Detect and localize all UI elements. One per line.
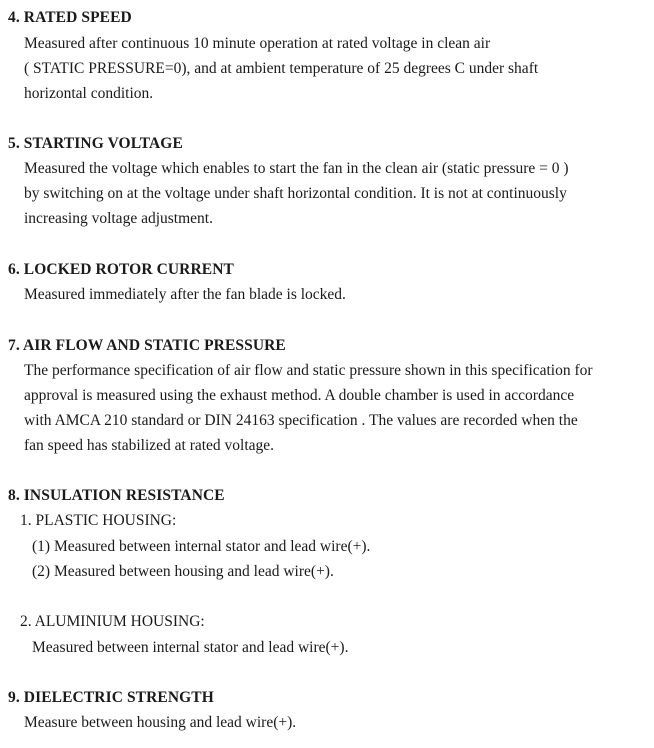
section-text-line: with AMCA 210 standard or DIN 24163 specification . The values are recorded when the bbox=[24, 412, 578, 429]
section-text-line: by switching on at the voltage under shaft horizontal condition. It is not at continuously bbox=[24, 185, 567, 202]
subsection-title-plastic-housing: 1. PLASTIC HOUSING: bbox=[20, 512, 177, 529]
section-text-line: Measured immediately after the fan blade is locked. bbox=[24, 286, 346, 303]
section-heading-starting-voltage: 5. STARTING VOLTAGE bbox=[8, 135, 183, 152]
section-heading-insulation-resistance: 8. INSULATION RESISTANCE bbox=[8, 487, 225, 504]
subsection-item: (2) Measured between housing and lead wire(+). bbox=[32, 563, 334, 580]
section-heading-rated-speed: 4. RATED SPEED bbox=[8, 9, 132, 26]
section-text-line: ( STATIC PRESSURE=0), and at ambient temperature of 25 degrees C under shaft bbox=[24, 60, 539, 77]
section-heading-dielectric-strength: 9. DIELECTRIC STRENGTH bbox=[8, 689, 214, 706]
section-text-line: horizontal condition. bbox=[24, 85, 154, 102]
subsection-item: (1) Measured between internal stator and lead wire(+). bbox=[32, 538, 371, 555]
subsection-title-aluminium-housing: 2. ALUMINIUM HOUSING: bbox=[20, 613, 205, 630]
section-text-line: Measured after continuous 10 minute operation at rated voltage in clean air bbox=[24, 35, 491, 52]
section-text-line: Measured the voltage which enables to start the fan in the clean air (static pressure = 0 ) bbox=[24, 160, 569, 177]
section-text-line: Measure between housing and lead wire(+). bbox=[24, 714, 297, 731]
section-text-line: increasing voltage adjustment. bbox=[24, 210, 213, 227]
section-text-line: fan speed has stabilized at rated voltage. bbox=[24, 437, 275, 454]
subsection-item: Measured between internal stator and lead wire(+). bbox=[32, 639, 349, 656]
section-heading-locked-rotor-current: 6. LOCKED ROTOR CURRENT bbox=[8, 261, 234, 278]
section-heading-air-flow-static-pressure: 7. AIR FLOW AND STATIC PRESSURE bbox=[8, 337, 286, 354]
section-text-line: The performance specification of air flow and static pressure shown in this specification for bbox=[24, 362, 593, 379]
section-text-line: approval is measured using the exhaust method. A double chamber is used in accordance bbox=[24, 387, 575, 404]
